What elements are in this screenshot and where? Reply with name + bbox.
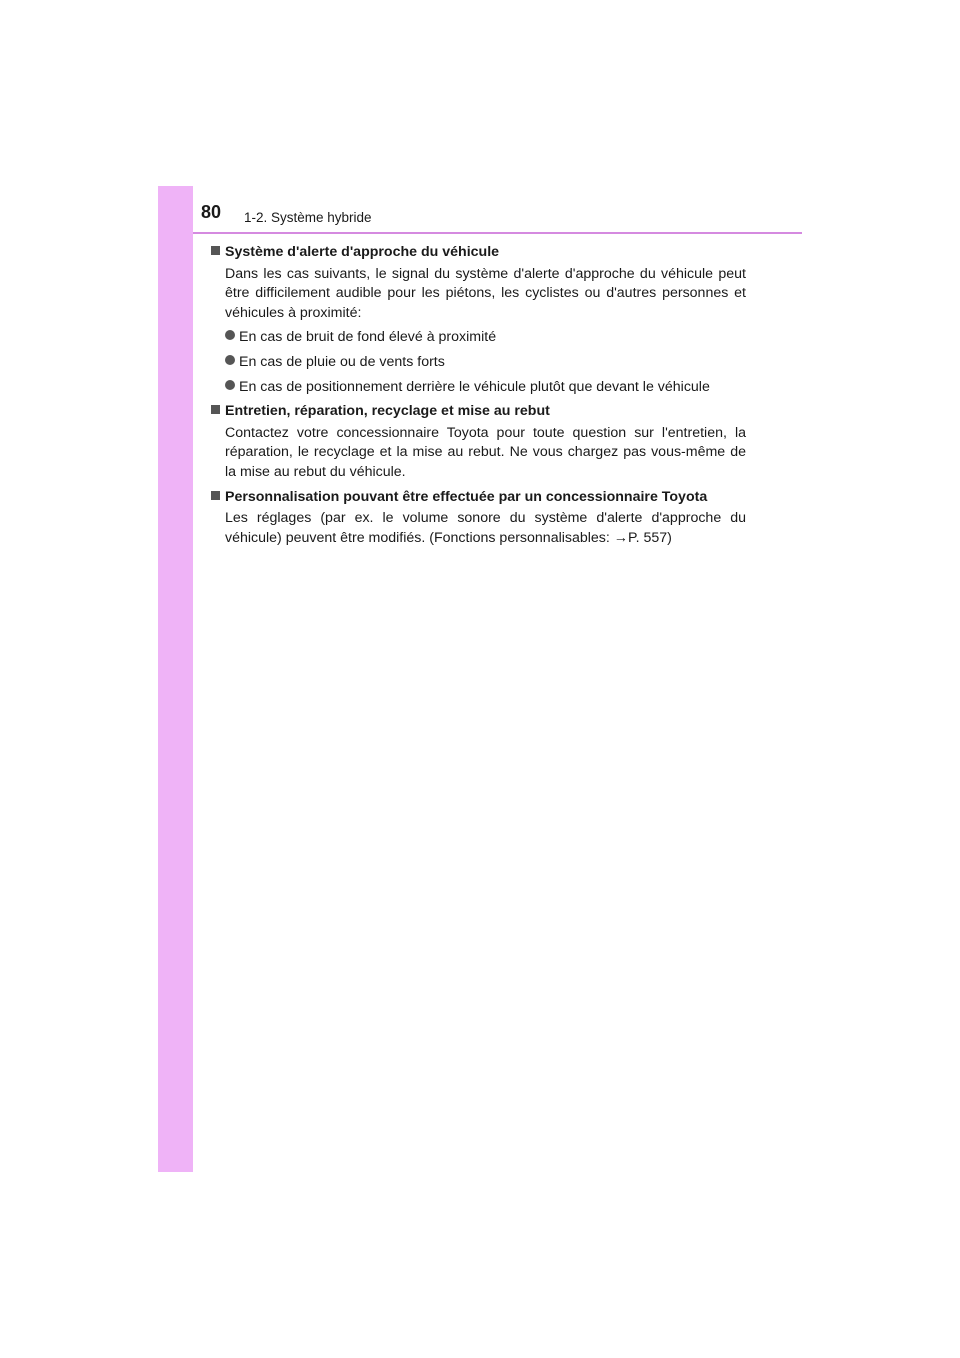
section-approach-alert [211, 243, 746, 397]
square-bullet-icon [211, 405, 220, 414]
page-number: 80 [201, 202, 222, 222]
section-maintenance [211, 402, 746, 482]
section-body: Les réglages (par ex. le volume sonore du système d'alerte d'approche du véhicule) peuvent être modifiés. (Fonctions personnalisables: →P. 557) [225, 510, 746, 546]
list-item [225, 378, 746, 398]
section-body: Dans les cas suivants, le signal du système d'alerte d'approche du véhicule peut être difficilement audible pour les piétons, les cyclistes ou d'autres personnes et véhicules à proximité: [225, 265, 746, 321]
list-item-text: En cas de bruit de fond élevé à proximité [239, 329, 497, 346]
list-item [225, 353, 746, 373]
round-bullet-icon [225, 330, 235, 340]
list-item [225, 328, 746, 348]
chapter-title: 1-2. Système hybride [244, 210, 372, 225]
section-customization [211, 488, 746, 549]
square-bullet-icon [211, 491, 220, 500]
section-title: Entretien, réparation, recyclage et mise au rebut [225, 403, 550, 420]
list-item-text: En cas de positionnement derrière le véhicule plutôt que devant le véhicule [239, 378, 710, 395]
section-body: Contactez votre concessionnaire Toyota pour toute question sur l'entretien, la réparation, le recyclage et la mise au rebut. Ne vous chargez pas vous-même de la mise au rebut du véhicule. [225, 424, 746, 480]
page-content [211, 243, 746, 553]
header-divider [193, 232, 802, 234]
square-bullet-icon [211, 246, 220, 255]
section-title: Personnalisation pouvant être effectuée par un concessionnaire Toyota [225, 488, 708, 505]
section-title: Système d'alerte d'approche du véhicule [225, 244, 500, 260]
round-bullet-icon [225, 355, 235, 365]
section-heading [211, 243, 746, 263]
section-heading [211, 402, 746, 422]
section-heading [211, 488, 746, 508]
chapter-side-tab [158, 186, 193, 1172]
round-bullet-icon [225, 380, 235, 390]
list-item-text: En cas de pluie ou de vents forts [239, 353, 445, 370]
